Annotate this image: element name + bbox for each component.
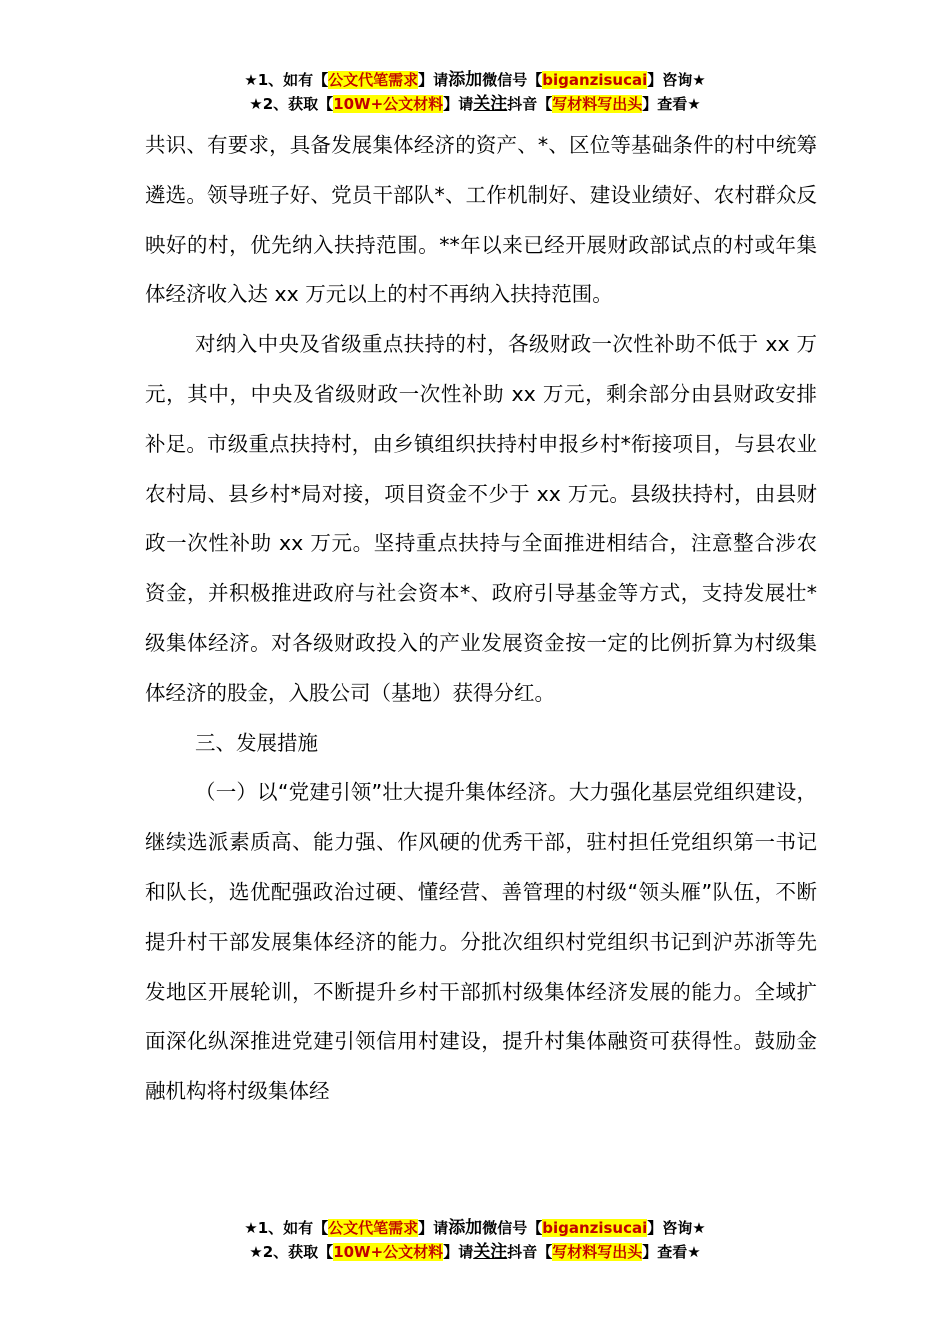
banner-line-2: ★2、获取【10W+公文材料】请关注抖音【写材料写出头】查看★: [249, 94, 701, 114]
header-banner: [0, 68, 950, 116]
highlight-douyin-id: 写材料写出头: [552, 95, 643, 113]
highlight-service: 公文代笔需求: [328, 71, 419, 89]
document-body: [145, 121, 817, 1117]
highlight-materials: 10W+公文材料: [333, 95, 444, 113]
paragraph: 对纳入中央及省级重点扶持的村，各级财政一次性补助不低于 xx 万元，其中，中央及省级财政一次性补助 xx 万元，剩余部分由县财政安排补足。市级重点扶持村，由乡镇组织扶持村申报乡村*衔接项目，与县农业农村局、县乡村*局对接，项目资金不少于 xx 万元。县级扶持村，由县财政一次性补助 xx 万元。坚持重点扶持与全面推进相结合，注意整合涉农资金，并积极推进政府与社会资本*、政府引导基金等方式，支持发展壮*级集体经济。对各级财政投入的产业发展资金按一定的比例折算为村级集体经济的股金，入股公司（基地）获得分红。: [145, 332, 817, 705]
banner-line-1: ★1、如有【公文代笔需求】请添加微信号【biganzisucai】咨询★: [244, 70, 706, 90]
highlight-douyin-id: 写材料写出头: [552, 1243, 643, 1261]
paragraph: 共识、有要求，具备发展集体经济的资产、*、区位等基础条件的村中统筹遴选。领导班子好、党员干部队*、工作机制好、建设业绩好、农村群众反映好的村，优先纳入扶持范围。**年以来已经开展财政部试点的村或年集体经济收入达 xx 万元以上的村不再纳入扶持范围。: [145, 133, 817, 307]
highlight-materials: 10W+公文材料: [333, 1243, 444, 1261]
highlight-service: 公文代笔需求: [328, 1219, 419, 1237]
highlight-wechat-id: biganzisucai: [542, 71, 648, 89]
section-heading: 三、发展措施: [195, 730, 318, 755]
highlight-wechat-id: biganzisucai: [542, 1219, 648, 1237]
banner-line-1: ★1、如有【公文代笔需求】请添加微信号【biganzisucai】咨询★: [244, 1218, 706, 1238]
paragraph: （一）以“党建引领”壮大提升集体经济。大力强化基层党组织建设，继续选派素质高、能力强、作风硬的优秀干部，驻村担任党组织第一书记和队长，选优配强政治过硬、懂经营、善管理的村级“领头雁”队伍，不断提升村干部发展集体经济的能力。分批次组织村党组织书记到沪苏浙等先发地区开展轮训，不断提升乡村干部抓村级集体经济发展的能力。全域扩面深化纵深推进党建引领信用村建设，提升村集体融资可获得性。鼓励金融机构将村级集体经: [145, 780, 817, 1104]
banner-line-2: ★2、获取【10W+公文材料】请关注抖音【写材料写出头】查看★: [249, 1242, 701, 1262]
footer-banner: [0, 1216, 950, 1264]
